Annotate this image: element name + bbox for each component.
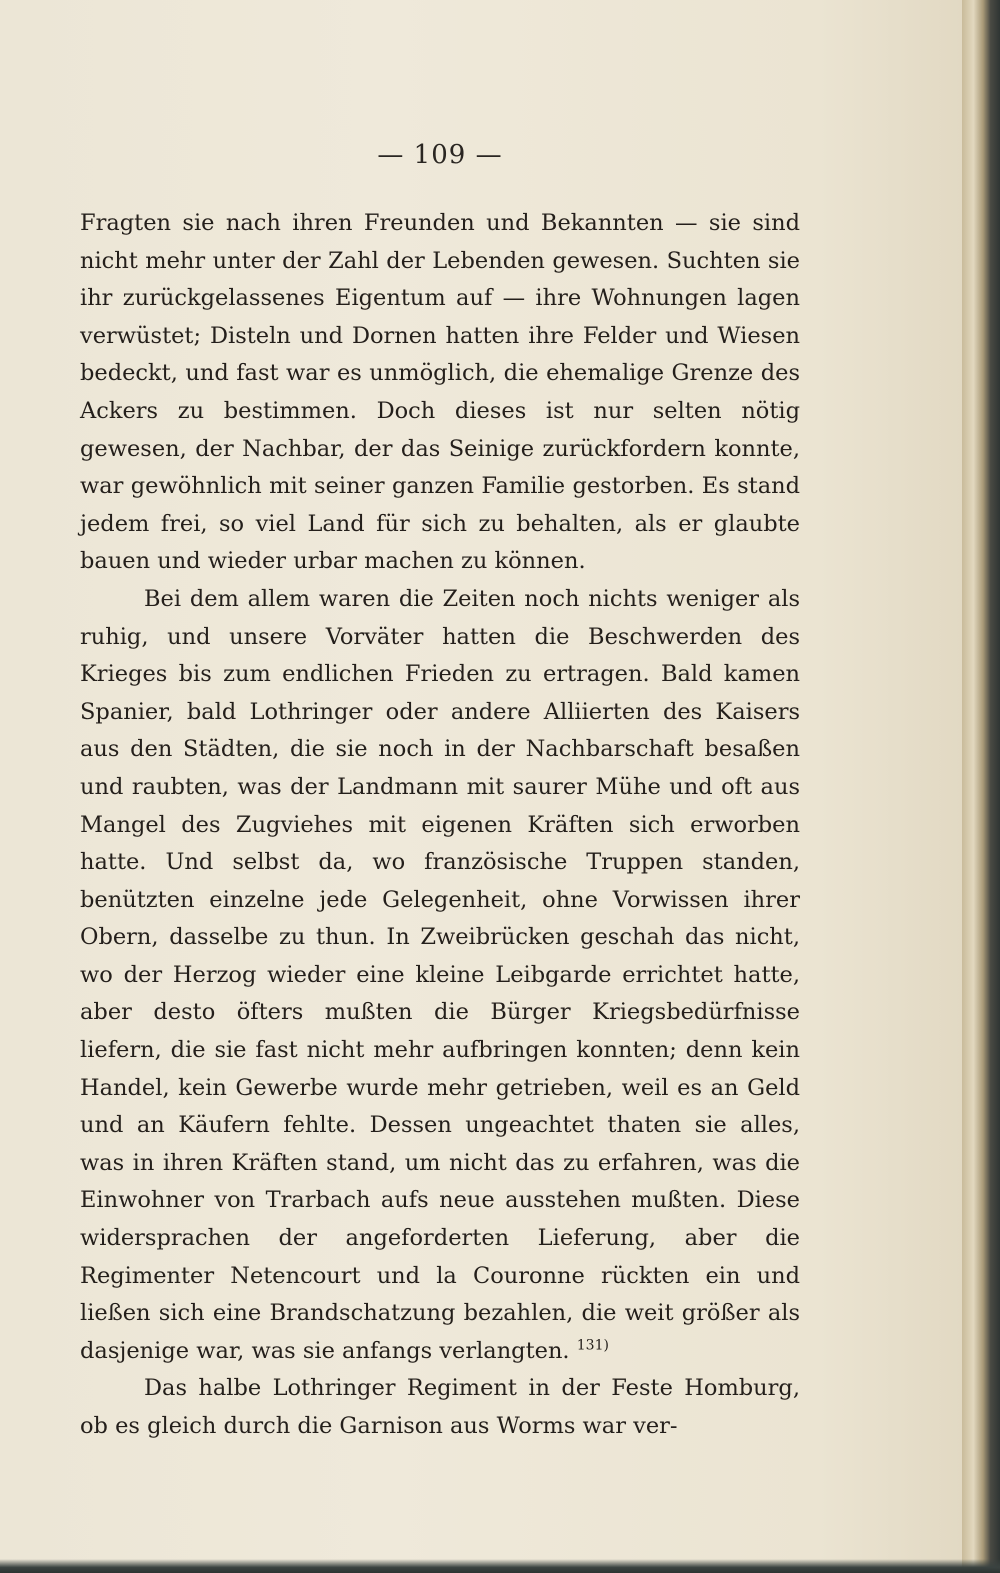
book-spine-edge — [962, 0, 1000, 1573]
page-number: — 109 — — [377, 140, 503, 170]
paragraph-1: Fragten sie nach ihren Freunden und Bekannten — sie sind nicht mehr unter der Zahl der Lebenden gewesen. Suchten sie ihr zurückgelassenes Eigentum auf — ihre Wohnungen lagen verwüstet; Disteln und Dornen hatten ihre Felder und Wiesen bedeckt, und fast war es unmöglich, die ehemalige Grenze des Ackers zu bestimmen. Doch dieses ist nur selten nötig gewesen, der Nachbar, der das Seinige zurückfordern konnte, war gewöhnlich mit seiner ganzen Familie gestorben. Es stand jedem frei, so viel Land für sich zu behalten, als er glaubte bauen und wieder urbar machen zu können. — [80, 210, 800, 575]
page-bottom-edge — [0, 1559, 1000, 1573]
paragraph-3: Das halbe Lothringer Regiment in der Feste Homburg, ob es gleich durch die Garnison aus Worms war ver- — [80, 1375, 800, 1439]
footnote-reference: 131) — [576, 1337, 609, 1354]
paragraph-2-text: Bei dem allem waren die Zeiten noch nichts weniger als ruhig, und unsere Vorväter hatten die Beschwerden des Krieges bis zum endlichen Frieden zu ertragen. Bald kamen Spanier, bald Lothringer oder andere Alliierten des Kaisers aus den Städten, die sie noch in der Nachbarschaft besaßen und raubten, was der Landmann mit saurer Mühe und oft aus Mangel des Zugviehes mit eigenen Kräften sich erworben hatte. Und selbst da, wo französische Truppen standen, benützten einzelne jede Gelegenheit, ohne Vorwissen ihrer Obern, dasselbe zu thun. In Zweibrücken geschah das nicht, wo der Herzog wieder eine kleine Leibgarde errichtet hatte, aber desto öfters mußten die Bürger Kriegsbedürfnisse liefern, die sie fast nicht mehr aufbringen konnten; denn kein Handel, kein Gewerbe wurde mehr getrieben, weil es an Geld und an Käufern fehlte. Dessen ungeachtet thaten sie alles, was in ihren Kräften stand, um nicht das zu erfahren, was die Einwohner von Trarbach aufs neue ausstehen mußten. Diese widersprachen der angeforderten Lieferung, aber die Regimenter Netencourt und la Couronne rückten ein und ließen sich eine Brandschatzung bezahlen, die weit größer als dasjenige war, was sie anfangs verlangten. — [80, 585, 800, 1364]
paragraph-2 — [80, 581, 800, 1370]
body-text — [80, 205, 800, 1446]
